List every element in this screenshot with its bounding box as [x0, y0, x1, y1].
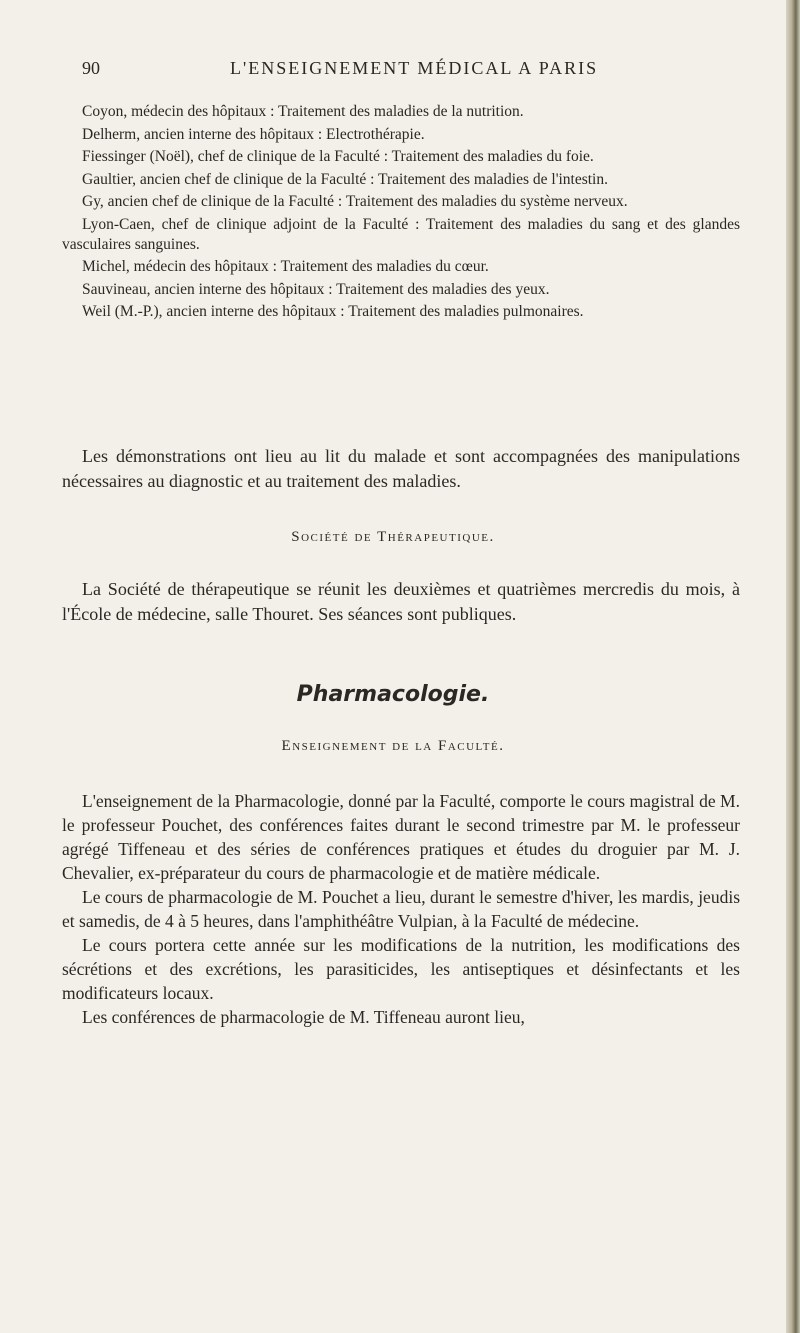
staff-entry: Fiessinger (Noël), chef de clinique de la Faculté : Traitement des maladies du foie. — [82, 148, 594, 166]
pharmacologie-paragraph: Le cours de pharmacologie de M. Pouchet a lieu, durant le semestre d'hiver, les mardis, jeudis et samedis, de 4 à 5 heures, dans l'amphithéâtre Vulpian, à la Faculté de médecine. — [62, 887, 740, 931]
demonstrations-text: Les démonstrations ont lieu au lit du malade et sont accompagnées des manipulations nécessaires au diagnostic et au traitement des maladies. — [62, 446, 740, 491]
page-edge — [786, 0, 800, 1333]
staff-entry: Sauvineau, ancien interne des hôpitaux : Traitement des maladies des yeux. — [82, 280, 550, 298]
pharmacologie-paragraph: L'enseignement de la Pharmacologie, donné par la Faculté, comporte le cours magistral de M. le professeur Pouchet, des conférences faites durant le second trimestre par M. le professeur agrégé Tiffeneau et des séries de conférences pratiques et études du droguier par M. J. Chevalier, ex-préparateur du cours de pharmacologie et de matière médicale. — [62, 791, 740, 883]
page-header — [82, 58, 742, 82]
running-title: L'ENSEIGNEMENT MÉDICAL A PARIS — [230, 58, 599, 78]
societe-text: La Société de thérapeutique se réunit les deuxièmes et quatrièmes mercredis du mois, à l'École de médecine, salle Thouret. Ses séances sont publiques. — [62, 579, 740, 624]
staff-entry: Coyon, médecin des hôpitaux : Traitement des maladies de la nutrition. — [82, 103, 524, 120]
staff-entry: Lyon-Caen, chef de clinique adjoint de la Faculté : Traitement des maladies du sang et des glandes vasculaires sanguines. — [62, 215, 740, 253]
staff-entry: Gy, ancien chef de clinique de la Faculté : Traitement des maladies du système nerveux. — [82, 193, 628, 211]
pharmacologie-paragraph: Les conférences de pharmacologie de M. Tiffeneau auront lieu, — [82, 1007, 525, 1027]
pharmacologie-paragraph: Le cours portera cette année sur les modifications de la nutrition, les modifications des sécrétions et des excrétions, les parasiticides, les antiseptiques et désinfectants et les modificateurs locaux. — [62, 935, 740, 1003]
societe-section-title: Société de Thérapeutique. — [291, 529, 495, 545]
page-number: 90 — [82, 58, 100, 78]
staff-list — [62, 102, 740, 325]
demonstrations-paragraph — [62, 444, 740, 493]
pharmacologie-heading: Pharmacologie. — [296, 682, 490, 707]
staff-entry: Delherm, ancien interne des hôpitaux : Electrothérapie. — [82, 125, 425, 143]
societe-paragraph — [62, 577, 740, 626]
staff-entry: Weil (M.-P.), ancien interne des hôpitaux : Traitement des maladies pulmonaires. — [82, 303, 584, 321]
enseignement-subheading: Enseignement de la Faculté. — [281, 738, 505, 754]
staff-entry: Michel, médecin des hôpitaux : Traitement des maladies du cœur. — [82, 258, 489, 276]
pharmacologie-body — [62, 789, 740, 1029]
staff-entry: Gaultier, ancien chef de clinique de la Faculté : Traitement des maladies de l'intestin. — [82, 170, 608, 188]
